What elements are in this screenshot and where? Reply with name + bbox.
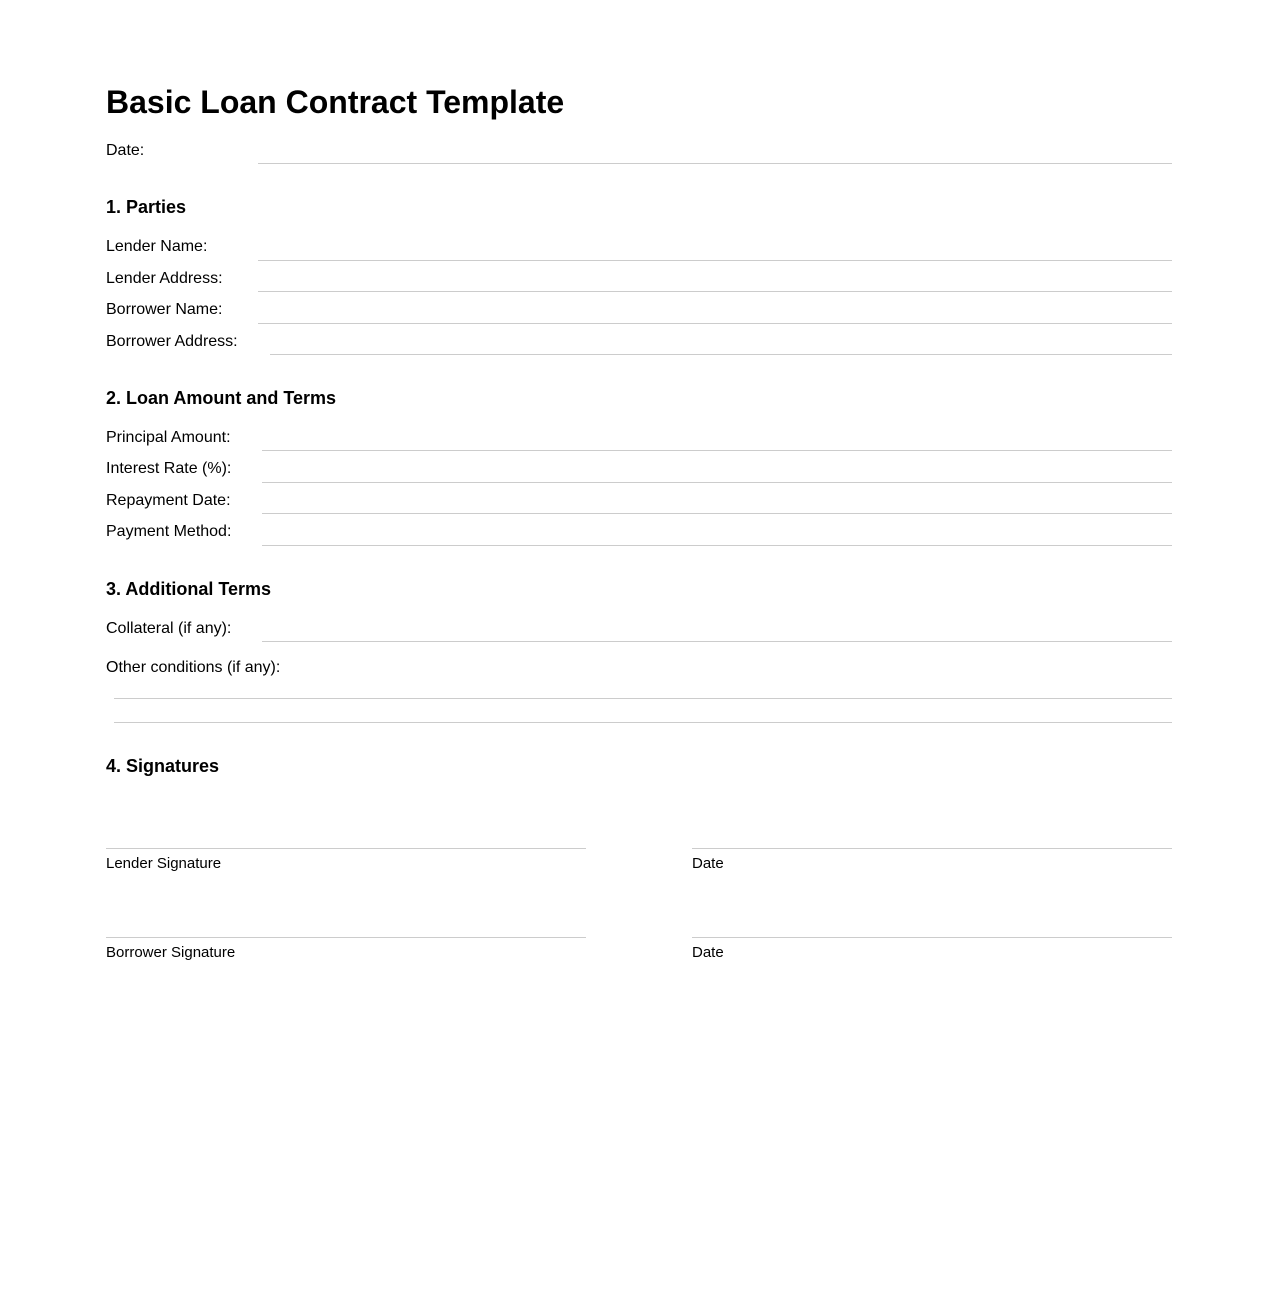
principal-amount-input-line[interactable] <box>262 450 1172 451</box>
date-input-line[interactable] <box>258 163 1172 164</box>
borrower-name-input-line[interactable] <box>258 323 1172 324</box>
lender-date-line[interactable] <box>692 848 1172 849</box>
section-additional-heading: 3. Additional Terms <box>106 579 272 599</box>
principal-amount-field <box>106 428 1172 452</box>
other-conditions-line-2[interactable] <box>114 722 1172 723</box>
borrower-address-input-line[interactable] <box>270 354 1172 355</box>
lender-address-field <box>106 269 1172 293</box>
payment-method-input-line[interactable] <box>262 545 1172 546</box>
collateral-field <box>106 619 1172 643</box>
collateral-label: Collateral (if any): <box>106 620 232 637</box>
interest-rate-label: Interest Rate (%): <box>106 460 232 477</box>
collateral-input-line[interactable] <box>262 641 1172 642</box>
lender-address-input-line[interactable] <box>258 291 1172 292</box>
lender-name-input-line[interactable] <box>258 260 1172 261</box>
lender-signature-label: Lender Signature <box>106 855 222 872</box>
borrower-signature-label: Borrower Signature <box>106 944 236 961</box>
borrower-date-label: Date <box>692 944 724 961</box>
principal-amount-label: Principal Amount: <box>106 429 231 446</box>
repayment-date-input-line[interactable] <box>262 513 1172 514</box>
section-loan-heading: 2. Loan Amount and Terms <box>106 388 337 408</box>
payment-method-field <box>106 522 1172 546</box>
repayment-date-field <box>106 491 1172 515</box>
lender-signature-line[interactable] <box>106 848 586 849</box>
other-conditions-line-1[interactable] <box>114 698 1172 699</box>
interest-rate-input-line[interactable] <box>262 482 1172 483</box>
section-signatures-heading: 4. Signatures <box>106 756 220 776</box>
repayment-date-label: Repayment Date: <box>106 492 231 509</box>
borrower-signature-line[interactable] <box>106 937 586 938</box>
page-title: Basic Loan Contract Template <box>106 84 565 120</box>
date-label: Date: <box>106 142 145 159</box>
borrower-address-label: Borrower Address: <box>106 333 238 350</box>
payment-method-label: Payment Method: <box>106 523 232 540</box>
borrower-name-field <box>106 300 1172 324</box>
lender-address-label: Lender Address: <box>106 270 223 287</box>
lender-date-label: Date <box>692 855 724 872</box>
interest-rate-field <box>106 459 1172 483</box>
date-field <box>106 141 1172 165</box>
lender-name-field <box>106 237 1172 261</box>
section-parties-heading: 1. Parties <box>106 197 187 217</box>
other-conditions-label: Other conditions (if any): <box>106 659 281 676</box>
borrower-name-label: Borrower Name: <box>106 301 223 318</box>
lender-name-label: Lender Name: <box>106 238 208 255</box>
borrower-address-field <box>106 332 1172 356</box>
other-conditions-field <box>106 658 1172 682</box>
borrower-date-line[interactable] <box>692 937 1172 938</box>
